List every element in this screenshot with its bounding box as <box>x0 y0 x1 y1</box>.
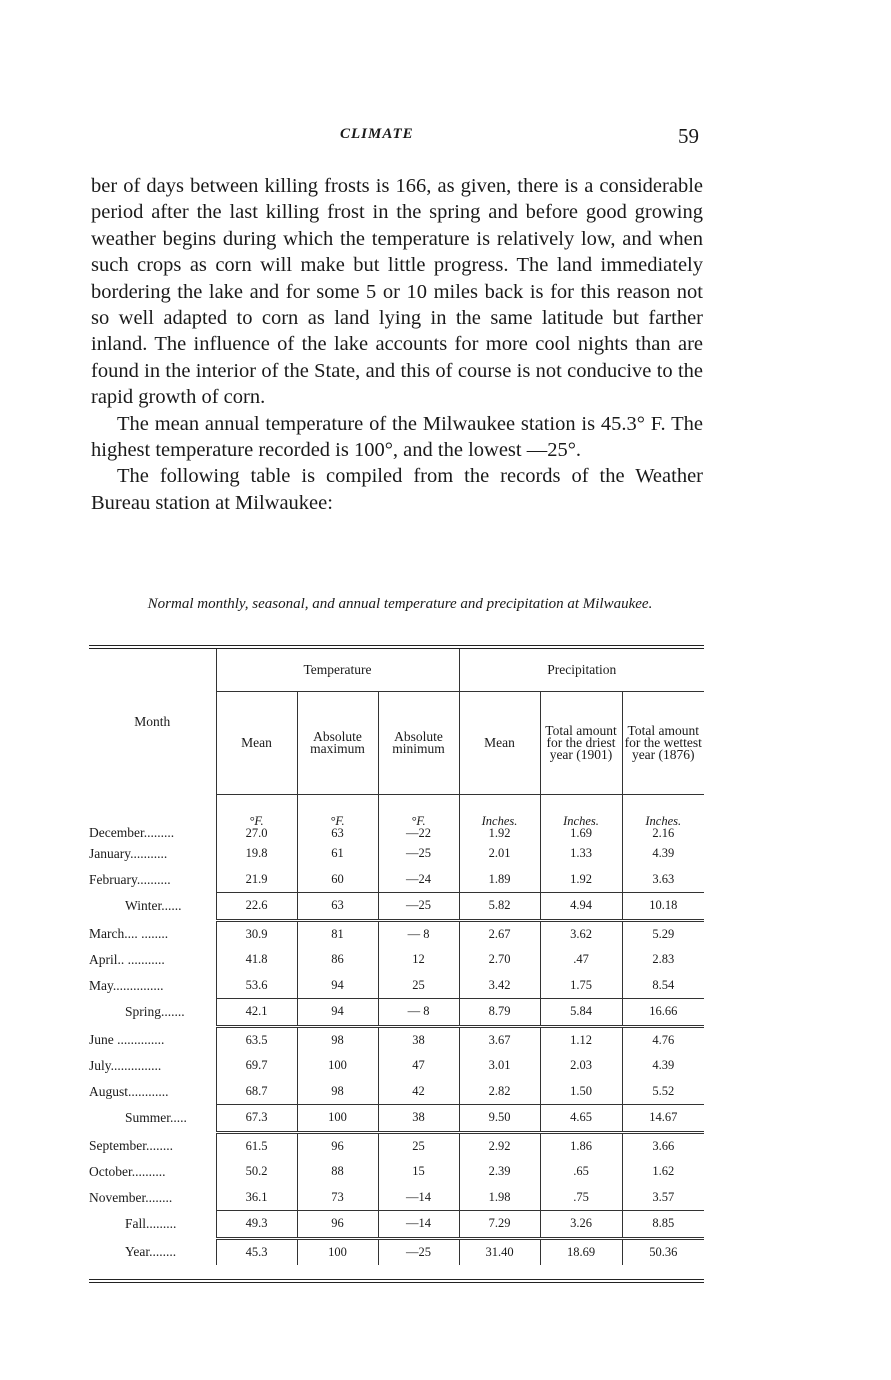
table-cell: 49.3 <box>216 1211 297 1239</box>
table-row <box>89 947 704 973</box>
table-row <box>89 920 704 947</box>
table-cell: 3.57 <box>622 1185 704 1211</box>
table-cell: 1.62 <box>622 1159 704 1185</box>
row-label: October.......... <box>89 1163 166 1179</box>
unit-label: Inches. <box>645 814 682 828</box>
table-cell: 31.40 <box>459 1238 540 1265</box>
table-cell: 42 <box>378 1079 459 1105</box>
table-cell: 38 <box>378 1026 459 1053</box>
table-cell: 2.67 <box>459 920 540 947</box>
body-text <box>91 173 703 516</box>
unit-label: °F. <box>330 814 345 828</box>
table-cell: 4.39 <box>622 841 704 867</box>
table-cell: 36.1 <box>216 1185 297 1211</box>
table-cell: 1.86 <box>540 1132 622 1159</box>
table-cell: 38 <box>378 1105 459 1133</box>
table-row <box>89 1185 704 1211</box>
unit-label: Inches. <box>481 814 518 828</box>
table-row <box>89 1159 704 1185</box>
table-bottom-rule <box>89 1279 704 1283</box>
column-header-month: Month <box>134 713 171 729</box>
table-cell: —25 <box>378 841 459 867</box>
row-label: January........... <box>89 845 168 861</box>
table-cell: 2.70 <box>459 947 540 973</box>
table-cell: 67.3 <box>216 1105 297 1133</box>
table-cell: — 8 <box>378 920 459 947</box>
table-cell: 4.39 <box>622 1053 704 1079</box>
table-cell: 2.01 <box>459 841 540 867</box>
table-cell: 81 <box>297 920 378 947</box>
table-cell: 2.83 <box>622 947 704 973</box>
row-label: November........ <box>89 1189 173 1205</box>
season-row <box>89 999 704 1027</box>
paragraph: The following table is compiled from the records of the Weather Bureau station at Milwaukee: <box>91 465 703 514</box>
row-label: Fall......... <box>125 1216 177 1232</box>
table-cell: 7.29 <box>459 1211 540 1239</box>
table-cell: 3.42 <box>459 973 540 999</box>
table-cell: 61.5 <box>216 1132 297 1159</box>
column-header-wettest: Total amount for the wettest year (1876) <box>622 692 704 795</box>
table-cell: 50.36 <box>622 1238 704 1265</box>
table-cell: 2.03 <box>540 1053 622 1079</box>
table-cell: 3.66 <box>622 1132 704 1159</box>
table-cell: —24 <box>378 867 459 893</box>
table-cell: 5.82 <box>459 893 540 921</box>
table-cell: 100 <box>297 1053 378 1079</box>
table-cell: 10.18 <box>622 893 704 921</box>
chapter-title: CLIMATE <box>340 126 414 142</box>
table-cell: 86 <box>297 947 378 973</box>
unit-label: °F. <box>249 814 264 828</box>
table-cell: 98 <box>297 1026 378 1053</box>
table-cell: 2.92 <box>459 1132 540 1159</box>
table-cell: 8.85 <box>622 1211 704 1239</box>
table-cell: 100 <box>297 1238 378 1265</box>
table-row <box>89 795 704 842</box>
cell-value: 2.16 <box>652 826 675 840</box>
cell-value: 1.92 <box>488 826 511 840</box>
column-header-precip-mean: Mean <box>459 692 540 795</box>
climate-table <box>89 645 704 1283</box>
table-cell: 8.79 <box>459 999 540 1027</box>
table-cell: 5.84 <box>540 999 622 1027</box>
season-row <box>89 1105 704 1133</box>
table-row <box>89 841 704 867</box>
table-cell: 19.8 <box>216 841 297 867</box>
row-label: August............ <box>89 1083 169 1099</box>
column-header-temp-mean: Mean <box>216 692 297 795</box>
table-cell: 41.8 <box>216 947 297 973</box>
table-cell: 47 <box>378 1053 459 1079</box>
table-cell: 61 <box>297 841 378 867</box>
season-row <box>89 893 704 921</box>
row-label: Winter...... <box>125 898 182 914</box>
table-caption: Normal monthly, seasonal, and annual temperature and precipitation at Milwaukee. <box>147 596 653 612</box>
table-cell <box>297 795 378 842</box>
table-row <box>89 1026 704 1053</box>
table-cell: —25 <box>378 893 459 921</box>
table-cell: 12 <box>378 947 459 973</box>
table-cell: 2.39 <box>459 1159 540 1185</box>
column-header-driest: Total amount for the driest year (1901) <box>540 692 622 795</box>
table-body <box>89 795 704 1266</box>
table-cell: 4.94 <box>540 893 622 921</box>
row-label: May............... <box>89 977 164 993</box>
table-row <box>89 973 704 999</box>
table-cell: 22.6 <box>216 893 297 921</box>
table-cell: 94 <box>297 999 378 1027</box>
column-header-abs-min: Absolute minimum <box>378 692 459 795</box>
row-label: Year........ <box>125 1243 177 1259</box>
table-cell: 3.01 <box>459 1053 540 1079</box>
year-row <box>89 1238 704 1265</box>
running-head <box>0 124 891 154</box>
table-cell <box>216 795 297 842</box>
row-label: Spring....... <box>125 1004 185 1020</box>
table-cell: 96 <box>297 1211 378 1239</box>
table-cell: 63 <box>297 893 378 921</box>
table-cell: 5.52 <box>622 1079 704 1105</box>
table-cell: 1.92 <box>540 867 622 893</box>
table-cell: 45.3 <box>216 1238 297 1265</box>
table-cell: 30.9 <box>216 920 297 947</box>
cell-value: 27.0 <box>245 826 268 840</box>
table-cell: —25 <box>378 1238 459 1265</box>
table-cell: .75 <box>540 1185 622 1211</box>
table-cell: 63.5 <box>216 1026 297 1053</box>
table-cell: 1.89 <box>459 867 540 893</box>
row-label: September........ <box>89 1137 173 1153</box>
table-cell: 3.26 <box>540 1211 622 1239</box>
table-cell: 25 <box>378 973 459 999</box>
row-label: April.. ........... <box>89 951 165 967</box>
table-cell: 96 <box>297 1132 378 1159</box>
table-cell: 1.98 <box>459 1185 540 1211</box>
row-label: Summer..... <box>125 1110 187 1126</box>
data-table <box>89 649 704 1265</box>
unit-label: °F. <box>411 814 426 828</box>
table-cell <box>459 795 540 842</box>
table-cell: 21.9 <box>216 867 297 893</box>
row-label: March.... ........ <box>89 925 169 941</box>
table-cell: — 8 <box>378 999 459 1027</box>
table-cell: 88 <box>297 1159 378 1185</box>
row-label: February.......... <box>89 871 171 887</box>
table-cell: 4.65 <box>540 1105 622 1133</box>
table-cell: 50.2 <box>216 1159 297 1185</box>
paragraph: ber of days between killing frosts is 166, as given, there is a considerable period after the last killing frost in the spring and before good growing weather begins during which the temperature is relatively low, and when such crops as corn will make but little progress. The land immediately bordering the lake and for some 5 or 10 miles back is for this reason not so well adapted to corn as land lying in the same latitude but farther inland. The influence of the lake accounts for more cool nights than are found in the interior of the State, and this of course is not conducive to the rapid growth of corn. <box>91 175 703 409</box>
table-cell: 1.12 <box>540 1026 622 1053</box>
season-row <box>89 1211 704 1239</box>
table-cell: 3.63 <box>622 867 704 893</box>
column-header-abs-max: Absolute maximum <box>297 692 378 795</box>
paragraph: The mean annual temperature of the Milwaukee station is 45.3° F. The highest temperature recorded is 100°, and the lowest —25°. <box>91 412 703 462</box>
table-row <box>89 867 704 893</box>
table-cell: 100 <box>297 1105 378 1133</box>
table-cell: 4.76 <box>622 1026 704 1053</box>
group-header-temperature: Temperature <box>216 649 459 692</box>
cell-value: 1.69 <box>570 826 592 840</box>
table-cell: .65 <box>540 1159 622 1185</box>
page-number: 59 <box>678 124 699 148</box>
table-cell: 1.50 <box>540 1079 622 1105</box>
table-cell: 3.62 <box>540 920 622 947</box>
table-row <box>89 1132 704 1159</box>
table-cell: 9.50 <box>459 1105 540 1133</box>
table-cell: 94 <box>297 973 378 999</box>
table-cell: 8.54 <box>622 973 704 999</box>
row-label: June .............. <box>89 1031 165 1047</box>
table-cell: —14 <box>378 1185 459 1211</box>
row-label: December......... <box>89 825 175 840</box>
table-cell: 25 <box>378 1132 459 1159</box>
table-cell: 15 <box>378 1159 459 1185</box>
table-cell: 53.6 <box>216 973 297 999</box>
row-label: July............... <box>89 1057 162 1073</box>
table-row <box>89 1053 704 1079</box>
group-header-precipitation: Precipitation <box>459 649 704 692</box>
table-cell: 98 <box>297 1079 378 1105</box>
cell-value: 63 <box>331 826 344 840</box>
table-cell: 3.67 <box>459 1026 540 1053</box>
table-cell <box>540 795 622 842</box>
table-cell: .47 <box>540 947 622 973</box>
table-cell: 2.82 <box>459 1079 540 1105</box>
cell-value: —22 <box>406 826 431 840</box>
table-cell: 60 <box>297 867 378 893</box>
table-cell <box>378 795 459 842</box>
table-cell: 1.75 <box>540 973 622 999</box>
table-row <box>89 1079 704 1105</box>
table-cell: 42.1 <box>216 999 297 1027</box>
table-cell: 68.7 <box>216 1079 297 1105</box>
table-cell <box>622 795 704 842</box>
unit-label: Inches. <box>563 814 599 828</box>
table-cell: 14.67 <box>622 1105 704 1133</box>
table-cell: 69.7 <box>216 1053 297 1079</box>
table-cell: 5.29 <box>622 920 704 947</box>
table-cell: —14 <box>378 1211 459 1239</box>
table-cell: 73 <box>297 1185 378 1211</box>
table-cell: 18.69 <box>540 1238 622 1265</box>
table-cell: 1.33 <box>540 841 622 867</box>
table-cell: 16.66 <box>622 999 704 1027</box>
